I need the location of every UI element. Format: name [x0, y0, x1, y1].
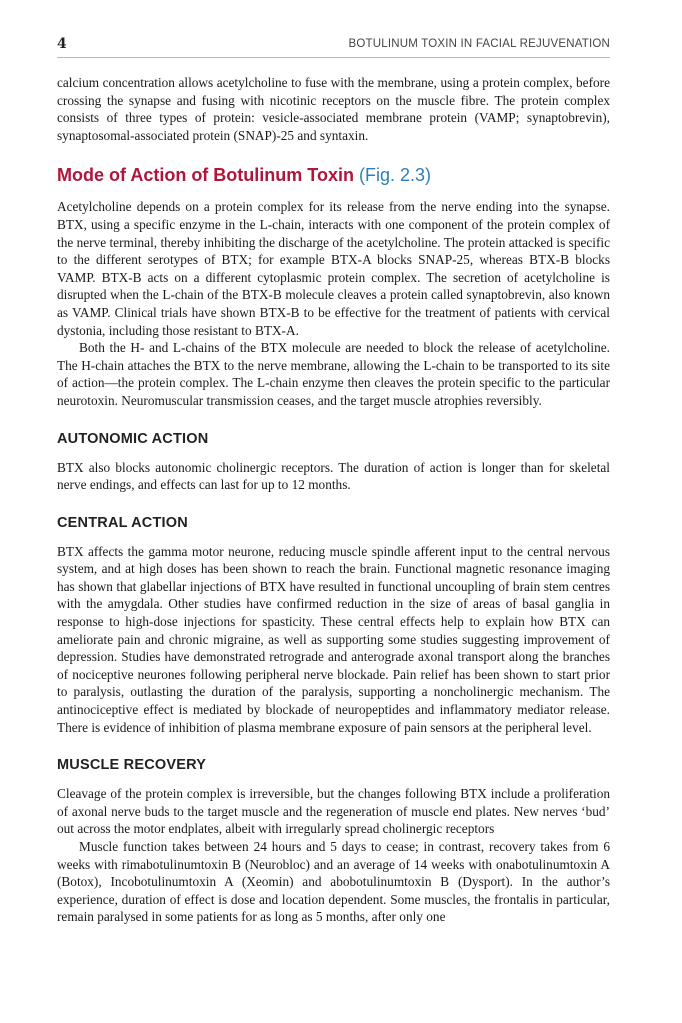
mode-of-action-paragraph-1: Acetylcholine depends on a protein complex for its release from the nerve ending into the synapse. BTX, using a specific enzyme in the L-chain, interacts with one component of the protein complex of the nerve terminal, thereby inhibiting the discharge of the acetylcholine. The protein attacked is specific to the different serotypes of BTX; for example BTX-A blocks SNAP-25, whereas BTX-B blocks VAMP. BTX-B acts on a different cytoplasmic protein complex. The secretion of acetylcholine is disrupted when the L-chain of the BTX-B molecule cleaves a protein called synaptobrevin, also known as VAMP. Clinical trials have shown BTX-B to be effective for the treatment of patients with cervical dystonia, including those resistant to BTX-A.	[57, 199, 610, 338]
page-number: 4	[57, 36, 67, 52]
subheading-autonomic-action: AUTONOMIC ACTION	[57, 430, 209, 447]
intro-paragraph: calcium concentration allows acetylcholine to fuse with the membrane, using a protein complex, before crossing the synapse and fusing with nicotinic receptors on the muscle fibre. The protein complex consists of three types of protein: vesicle-associated membrane protein (VAMP; synaptobrevin), synaptosomal-associated protein (SNAP)-25 and syntaxin.	[57, 75, 610, 143]
central-action-paragraph: BTX affects the gamma motor neurone, reducing muscle spindle afferent input to the central nervous system, and at high doses has been shown to reach the brain. Functional magnetic resonance imaging has shown that glabellar injections of BTX have resulted in functional uncoupling of brain stem centres with the amygdala. Other studies have confirmed reduction in the size of areas of basal ganglia in response to high-dose injections for spasticity. These central effects help to explain how BTX can ameliorate pain and chronic migraine, as well as supporting some studies suggesting improvement of depression. Studies have demonstrated retrograde and anterograde axonal transport along the branches of nociceptive neurones following peripheral nerve blockade. Pain relief has been shown to start prior to paralysis, outlasting the duration of the paralysis, supporting a noncholinergic mechanism. The antinociceptive effect is mediated by blockade of neuropeptides and inflammatory mediator release. There is evidence of inhibition of plasma membrane exposure of pain sensors at the peripheral level.	[57, 543, 610, 735]
muscle-recovery-paragraph-2: Muscle function takes between 24 hours and 5 days to cease; in contrast, recovery takes from 6 weeks with rimabotulinumtoxin B (Neurobloc) and an average of 14 weeks with onabotulinumtoxin A (Botox), Incobotulinumtoxin A (Xeomin) and abobotulinumtoxin B (Dysport). In the author’s experience, duration of effect is dose and location dependent. Some muscles, the frontalis in particular, remain paralysed in some patients for as long as 5 months, after only one	[57, 839, 610, 925]
autonomic-action-paragraph: BTX also blocks autonomic cholinergic receptors. The duration of action is longer than for skeletal nerve endings, and effects can last for up to 12 months.	[57, 459, 610, 493]
page-body	[57, 74, 610, 926]
subheading-central-action: CENTRAL ACTION	[57, 514, 188, 531]
running-title: BOTULINUM TOXIN IN FACIAL REJUVENATION	[348, 38, 610, 50]
mode-of-action-paragraph-2: Both the H- and L-chains of the BTX molecule are needed to block the release of acetylcholine. The H-chain attaches the BTX to the nerve membrane, allowing the L-chain to be transported to its site of action—the protein complex. The L-chain enzyme then cleaves the protein specific to the particular neurotoxin. Neuromuscular transmission ceases, and the target muscle atrophies reversibly.	[57, 340, 610, 408]
figure-reference-link[interactable]: (Fig. 2.3)	[358, 165, 431, 186]
page-header	[57, 36, 610, 58]
header-divider	[57, 57, 610, 58]
section-heading-text: Mode of Action of Botulinum Toxin	[57, 165, 354, 186]
subheading-muscle-recovery: MUSCLE RECOVERY	[57, 757, 207, 774]
muscle-recovery-paragraph-1: Cleavage of the protein complex is irreversible, but the changes following BTX include a proliferation of axonal nerve buds to the target muscle and the regeneration of muscle end plates. New nerves ‘bud’ out across the motor endplates, albeit with irregularly spread cholinergic receptors	[57, 786, 610, 837]
section-heading-mode-of-action	[57, 164, 610, 186]
